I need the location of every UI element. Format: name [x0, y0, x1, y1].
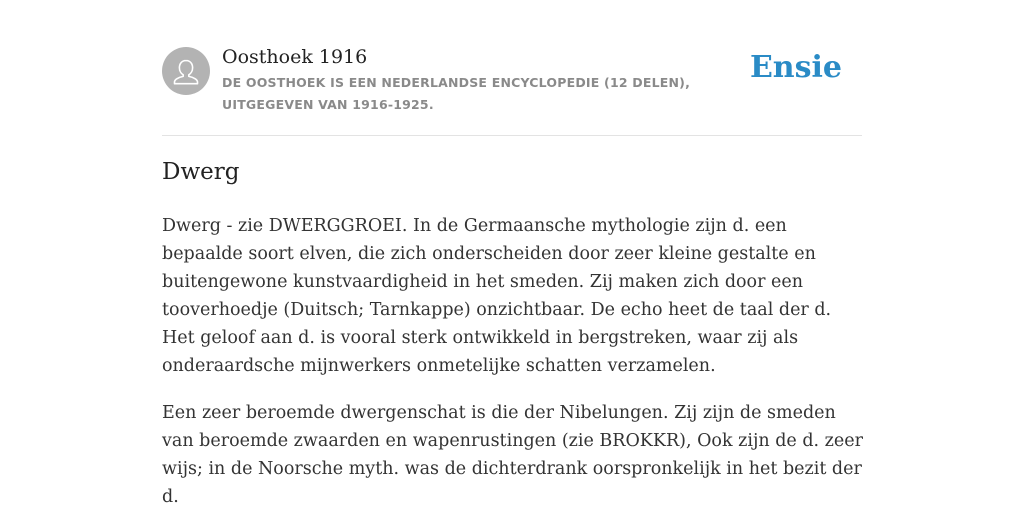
ensie-logo-link[interactable]: Ensie — [749, 50, 842, 85]
header-divider — [162, 135, 862, 136]
user-avatar[interactable] — [162, 47, 210, 95]
source-name[interactable]: Oosthoek 1916 — [222, 46, 368, 68]
article-body — [162, 212, 864, 512]
user-outline-icon — [162, 47, 210, 95]
article-title: Dwerg — [162, 159, 240, 185]
source-header — [162, 44, 862, 136]
article-paragraph: Een zeer beroemde dwergenschat is die der Nibelungen. Zij zijn de smeden van beroemde zwaarden en wapenrustingen (zie BROKKR), Ook zijn de d. zeer wijs; in de Noorsche myth. was de dichterdrank oorspronkelijk in het bezit der d. — [162, 403, 863, 507]
source-description: DE OOSTHOEK IS EEN NEDERLANDSE ENCYCLOPEDIE (12 DELEN), UITGEGEVEN VAN 1916-1925. — [222, 75, 691, 112]
article-paragraph: Dwerg - zie DWERGGROEI. In de Germaansche mythologie zijn d. een bepaalde soort elven, die zich onderscheiden door zeer kleine gestalte en buitengewone kunstvaardigheid in het smeden. Zij maken zich door een tooverhoedje (Duitsch; Tarnkappe) onzichtbaar. De echo heet de taal der d. Het geloof aan d. is vooral sterk ontwikkeld in bergstreken, waar zij als onderaardsche mijnwerkers onmetelijke schatten verzamelen. — [162, 216, 832, 376]
